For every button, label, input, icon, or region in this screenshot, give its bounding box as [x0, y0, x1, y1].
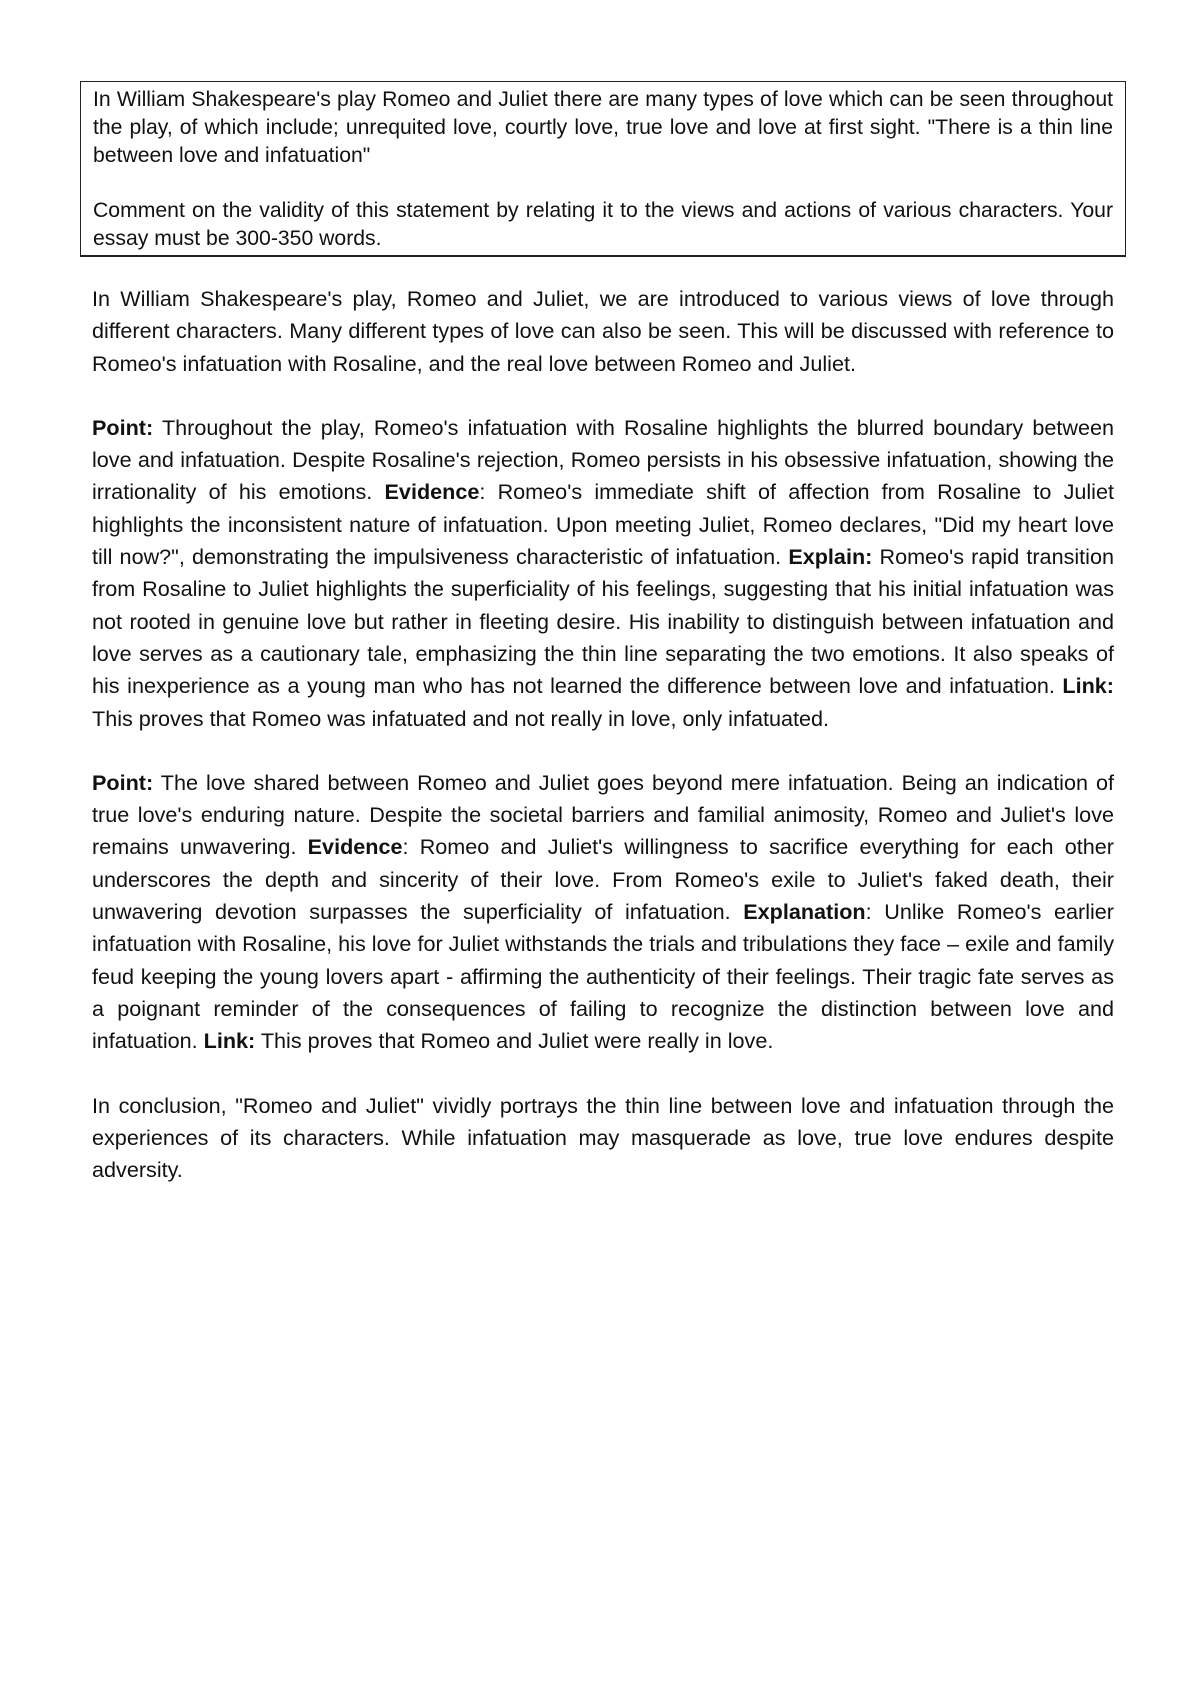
point-label: Point:: [92, 414, 154, 440]
link-label: Link:: [1062, 673, 1114, 699]
evidence-text: : Romeo's immediate shift of affection from Rosaline to Juliet highlights the inconsistent nature of infatuation. Upon meeting Juliet, Romeo declares, "Did my heart love till now?", demonstrating the impulsiveness characteristic of infatuation.: [92, 479, 1114, 570]
prompt-paragraph-context: In William Shakespeare's play Romeo and Juliet there are many types of love which can be seen throughout the play, of which include; unrequited love, courtly love, true love and love at first sight. "There is a thin line between love and infatuation": [93, 88, 1113, 167]
point-text: Throughout the play, Romeo's infatuation with Rosaline highlights the blurred boundary between love and infatuation. Despite Rosaline's rejection, Romeo persists in his obsessive infatuation, showing the irrationality of his emotions.: [92, 414, 1114, 505]
essay-prompt-box: [80, 81, 1126, 257]
evidence-label: Evidence: [307, 834, 403, 860]
link-text: This proves that Romeo was infatuated and not really in love, only infatuated.: [92, 705, 830, 731]
link-label: Link:: [203, 1028, 256, 1054]
body-paragraph-2: [92, 767, 1114, 1058]
explanation-label: Explanation: [743, 899, 866, 925]
introduction-paragraph: In William Shakespeare's play, Romeo and Juliet, we are introduced to various views of love through different characters. Many different types of love can also be seen. This will be discussed with reference to Romeo's infatuation with Rosaline, and the real love between Romeo and Juliet.: [92, 286, 1114, 376]
explain-text: Romeo's rapid transition from Rosaline to Juliet highlights the superficiality of his feelings, suggesting that his initial infatuation was not rooted in genuine love but rather in fleeting desire. His inability to distinguish between infatuation and love serves as a cautionary tale, emphasizing the thin line separating the two emotions. It also speaks of his inexperience as a young man who has not learned the difference between love and infatuation.: [92, 544, 1114, 699]
body-paragraph-1: [92, 412, 1114, 735]
conclusion-paragraph: In conclusion, "Romeo and Juliet" vividly portrays the thin line between love and infatuation through the experiences of its characters. While infatuation may masquerade as love, true love endures despite adversity.: [92, 1092, 1114, 1183]
essay-body: [92, 283, 1114, 1186]
evidence-label: Evidence: [384, 479, 480, 505]
point-text: The love shared between Romeo and Juliet goes beyond mere infatuation. Being an indication of true love's enduring nature. Despite the societal barriers and familial animosity, Romeo and Juliet's love remains unwavering.: [92, 769, 1114, 860]
evidence-text: : Romeo and Juliet's willingness to sacrifice everything for each other underscores the depth and sincerity of their love. From Romeo's exile to Juliet's faked death, their unwavering devotion surpasses the superficiality of infatuation.: [92, 834, 1114, 925]
explanation-text: : Unlike Romeo's earlier infatuation with Rosaline, his love for Juliet withstands the trials and tribulations they face – exile and family feud keeping the young lovers apart - affirming the authenticity of their feelings. Their tragic fate serves as a poignant reminder of the consequences of failing to recognize the distinction between love and infatuation.: [92, 899, 1114, 1054]
explain-label: Explain:: [788, 544, 873, 570]
link-text: This proves that Romeo and Juliet were really in love.: [255, 1028, 774, 1054]
point-label: Point:: [92, 769, 154, 795]
prompt-paragraph-instruction: Comment on the validity of this statement by relating it to the views and actions of various characters. Your essay must be 300-350 words.: [93, 199, 1113, 250]
